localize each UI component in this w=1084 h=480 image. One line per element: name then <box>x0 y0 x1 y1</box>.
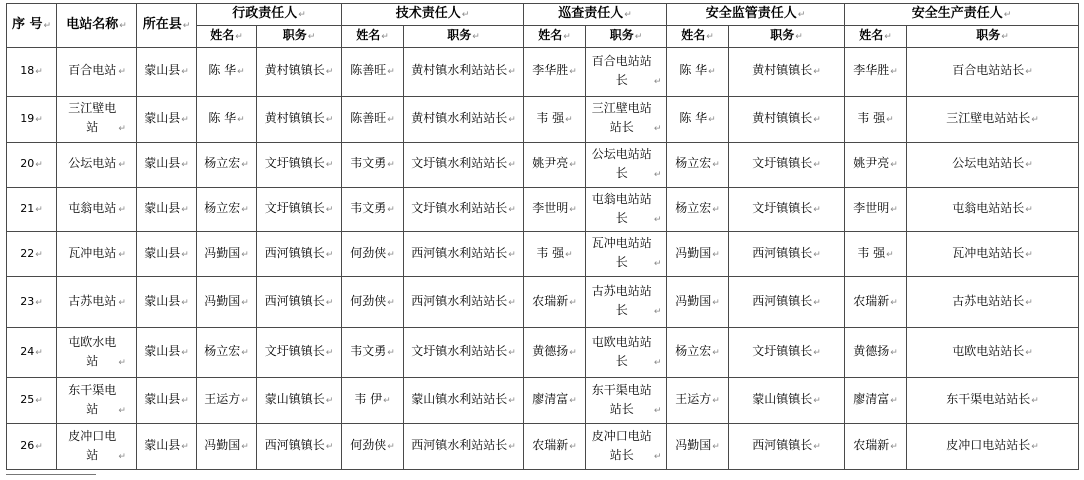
seq-cell: 25↵ <box>7 378 57 424</box>
production-post-cell: 公坛电站站长↵ <box>907 142 1079 187</box>
supervision-post-cell: 黄村镇镇长↵ <box>729 96 845 142</box>
admin-name-cell: 冯勤国↵ <box>197 232 257 277</box>
supervision-name-cell: 冯勤国↵ <box>667 424 729 470</box>
tech-post-cell: 西河镇水利站站长↵ <box>404 424 524 470</box>
admin-post-cell: 文圩镇镇长↵ <box>257 187 342 232</box>
production-name-cell: 韦 强↵ <box>845 232 907 277</box>
tech-post-cell: 西河镇水利站站长↵ <box>404 232 524 277</box>
station-name-cell: 百合电站 ↵ <box>57 48 137 97</box>
tech-post-cell: 黄村镇水利站站长↵ <box>404 48 524 97</box>
tech-name-cell: 韦 伊↵ <box>342 378 404 424</box>
seq-cell: 26↵ <box>7 424 57 470</box>
header-name: 姓名↵ <box>845 26 907 48</box>
station-name-cell: 三江壁电站 ↵ <box>57 96 137 142</box>
seq-cell: 24↵ <box>7 328 57 378</box>
patrol-post-cell: 公坛电站站长 ↵ <box>586 142 667 187</box>
header-post: 职务↵ <box>586 26 667 48</box>
tech-post-cell: 文圩镇水利站站长↵ <box>404 142 524 187</box>
production-name-cell: 农瑞新↵ <box>845 424 907 470</box>
table-row <box>7 48 1079 97</box>
supervision-name-cell: 杨立宏↵ <box>667 328 729 378</box>
header-seq: 序 号↵ <box>7 4 57 48</box>
header-group-production: 安全生产责任人↵ <box>845 4 1079 26</box>
supervision-name-cell: 冯勤国↵ <box>667 232 729 277</box>
patrol-name-cell: 姚尹亮↵ <box>524 142 586 187</box>
county-cell: 蒙山县↵ <box>137 96 197 142</box>
table-row <box>7 187 1079 232</box>
production-name-cell: 韦 强↵ <box>845 96 907 142</box>
supervision-name-cell: 王运方↵ <box>667 378 729 424</box>
production-name-cell: 李华胜↵ <box>845 48 907 97</box>
supervision-post-cell: 黄村镇镇长↵ <box>729 48 845 97</box>
header-row-1 <box>7 4 1079 26</box>
production-name-cell: 农瑞新↵ <box>845 277 907 328</box>
patrol-post-cell: 三江壁电站站长 ↵ <box>586 96 667 142</box>
tech-name-cell: 何劲侠↵ <box>342 232 404 277</box>
admin-post-cell: 西河镇镇长↵ <box>257 424 342 470</box>
tech-name-cell: 何劲侠↵ <box>342 277 404 328</box>
admin-post-cell: 黄村镇镇长↵ <box>257 96 342 142</box>
admin-post-cell: 黄村镇镇长↵ <box>257 48 342 97</box>
admin-name-cell: 杨立宏↵ <box>197 328 257 378</box>
patrol-post-cell: 百合电站站长 ↵ <box>586 48 667 97</box>
station-name-cell: 屯欧水电站 ↵ <box>57 328 137 378</box>
patrol-name-cell: 黄德扬↵ <box>524 328 586 378</box>
tech-post-cell: 黄村镇水利站站长↵ <box>404 96 524 142</box>
tech-name-cell: 何劲侠↵ <box>342 424 404 470</box>
production-post-cell: 三江壁电站站长↵ <box>907 96 1079 142</box>
admin-post-cell: 文圩镇镇长↵ <box>257 142 342 187</box>
supervision-name-cell: 陈 华↵ <box>667 48 729 97</box>
patrol-name-cell: 农瑞新↵ <box>524 424 586 470</box>
production-post-cell: 瓦冲电站站长↵ <box>907 232 1079 277</box>
station-name-cell: 古苏电站 ↵ <box>57 277 137 328</box>
patrol-name-cell: 农瑞新↵ <box>524 277 586 328</box>
supervision-post-cell: 西河镇镇长↵ <box>729 232 845 277</box>
station-name-cell: 东干渠电站 ↵ <box>57 378 137 424</box>
patrol-name-cell: 韦 强↵ <box>524 232 586 277</box>
production-name-cell: 李世明↵ <box>845 187 907 232</box>
patrol-post-cell: 古苏电站站长 ↵ <box>586 277 667 328</box>
production-name-cell: 廖清富↵ <box>845 378 907 424</box>
station-name-cell: 瓦冲电站 ↵ <box>57 232 137 277</box>
patrol-name-cell: 韦 强↵ <box>524 96 586 142</box>
header-station: 电站名称↵ <box>57 4 137 48</box>
tech-name-cell: 韦文勇↵ <box>342 187 404 232</box>
production-post-cell: 古苏电站站长↵ <box>907 277 1079 328</box>
supervision-name-cell: 杨立宏↵ <box>667 187 729 232</box>
production-post-cell: 皮冲口电站站长↵ <box>907 424 1079 470</box>
admin-name-cell: 冯勤国↵ <box>197 277 257 328</box>
station-name-cell: 皮冲口电站 ↵ <box>57 424 137 470</box>
table-row <box>7 96 1079 142</box>
tech-post-cell: 西河镇水利站站长↵ <box>404 277 524 328</box>
header-name: 姓名↵ <box>667 26 729 48</box>
patrol-name-cell: 李华胜↵ <box>524 48 586 97</box>
table-row <box>7 424 1079 470</box>
header-name: 姓名↵ <box>524 26 586 48</box>
header-group-patrol: 巡查责任人↵ <box>524 4 667 26</box>
header-group-admin: 行政责任人↵ <box>197 4 342 26</box>
patrol-name-cell: 李世明↵ <box>524 187 586 232</box>
admin-name-cell: 王运方↵ <box>197 378 257 424</box>
patrol-post-cell: 瓦冲电站站长 ↵ <box>586 232 667 277</box>
production-name-cell: 黄德扬↵ <box>845 328 907 378</box>
production-post-cell: 东干渠电站站长↵ <box>907 378 1079 424</box>
table-row <box>7 142 1079 187</box>
supervision-name-cell: 陈 华↵ <box>667 96 729 142</box>
patrol-name-cell: 廖清富↵ <box>524 378 586 424</box>
responsibility-table <box>6 3 1079 470</box>
production-name-cell: 姚尹亮↵ <box>845 142 907 187</box>
admin-post-cell: 西河镇镇长↵ <box>257 277 342 328</box>
seq-cell: 23↵ <box>7 277 57 328</box>
station-name-cell: 公坛电站 ↵ <box>57 142 137 187</box>
patrol-post-cell: 东干渠电站站长 ↵ <box>586 378 667 424</box>
supervision-name-cell: 冯勤国↵ <box>667 277 729 328</box>
supervision-post-cell: 蒙山镇镇长↵ <box>729 378 845 424</box>
seq-cell: 22↵ <box>7 232 57 277</box>
supervision-post-cell: 文圩镇镇长↵ <box>729 328 845 378</box>
station-name-cell: 屯翁电站 ↵ <box>57 187 137 232</box>
seq-cell: 20↵ <box>7 142 57 187</box>
header-name: 姓名↵ <box>342 26 404 48</box>
county-cell: 蒙山县↵ <box>137 142 197 187</box>
supervision-post-cell: 文圩镇镇长↵ <box>729 187 845 232</box>
admin-name-cell: 陈 华↵ <box>197 48 257 97</box>
tech-name-cell: 韦文勇↵ <box>342 142 404 187</box>
patrol-post-cell: 屯翁电站站长 ↵ <box>586 187 667 232</box>
tech-post-cell: 文圩镇水利站站长↵ <box>404 187 524 232</box>
production-post-cell: 屯翁电站站长↵ <box>907 187 1079 232</box>
admin-name-cell: 杨立宏↵ <box>197 187 257 232</box>
county-cell: 蒙山县↵ <box>137 232 197 277</box>
header-post: 职务↵ <box>907 26 1079 48</box>
header-post: 职务↵ <box>257 26 342 48</box>
admin-name-cell: 杨立宏↵ <box>197 142 257 187</box>
county-cell: 蒙山县↵ <box>137 48 197 97</box>
patrol-post-cell: 皮冲口电站站长 ↵ <box>586 424 667 470</box>
seq-cell: 21↵ <box>7 187 57 232</box>
table-row <box>7 277 1079 328</box>
tech-name-cell: 韦文勇↵ <box>342 328 404 378</box>
admin-name-cell: 陈 华↵ <box>197 96 257 142</box>
header-post: 职务↵ <box>404 26 524 48</box>
patrol-post-cell: 屯欧电站站长 ↵ <box>586 328 667 378</box>
table-row <box>7 378 1079 424</box>
supervision-name-cell: 杨立宏↵ <box>667 142 729 187</box>
tech-post-cell: 蒙山镇水利站站长↵ <box>404 378 524 424</box>
county-cell: 蒙山县↵ <box>137 277 197 328</box>
admin-post-cell: 文圩镇镇长↵ <box>257 328 342 378</box>
county-cell: 蒙山县↵ <box>137 424 197 470</box>
supervision-post-cell: 西河镇镇长↵ <box>729 277 845 328</box>
header-name: 姓名↵ <box>197 26 257 48</box>
tech-name-cell: 陈善旺↵ <box>342 96 404 142</box>
seq-cell: 18↵ <box>7 48 57 97</box>
header-post: 职务↵ <box>729 26 845 48</box>
production-post-cell: 屯欧电站站长↵ <box>907 328 1079 378</box>
county-cell: 蒙山县↵ <box>137 378 197 424</box>
header-group-tech: 技术责任人↵ <box>342 4 524 26</box>
header-county: 所在县↵ <box>137 4 197 48</box>
admin-post-cell: 西河镇镇长↵ <box>257 232 342 277</box>
supervision-post-cell: 文圩镇镇长↵ <box>729 142 845 187</box>
table-body <box>7 48 1079 470</box>
tech-post-cell: 文圩镇水利站站长↵ <box>404 328 524 378</box>
table-row <box>7 328 1079 378</box>
header-group-supervision: 安全监管责任人↵ <box>667 4 845 26</box>
production-post-cell: 百合电站站长↵ <box>907 48 1079 97</box>
footnote-separator <box>6 474 96 475</box>
admin-name-cell: 冯勤国↵ <box>197 424 257 470</box>
county-cell: 蒙山县↵ <box>137 187 197 232</box>
supervision-post-cell: 西河镇镇长↵ <box>729 424 845 470</box>
admin-post-cell: 蒙山镇镇长↵ <box>257 378 342 424</box>
tech-name-cell: 陈善旺↵ <box>342 48 404 97</box>
seq-cell: 19↵ <box>7 96 57 142</box>
table-row <box>7 232 1079 277</box>
county-cell: 蒙山县↵ <box>137 328 197 378</box>
